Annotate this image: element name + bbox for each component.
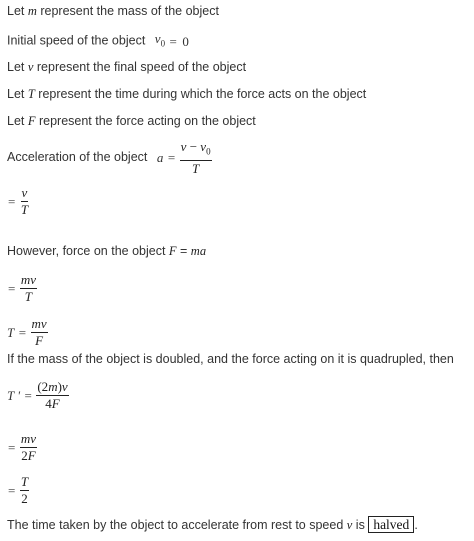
step-v-over-t: = $\frac{v}{T}$ [8,185,29,217]
step-mv-over-t: = $\frac{mv}{T}$ [8,272,36,304]
statement-final-speed: Let v represent the final speed of the object [7,60,247,74]
force-statement: However, force on the object F = ma [7,244,207,258]
step-mv-over-2f: = $\frac{mv}{2F}$ [8,431,36,463]
statement-force: Let F represent the force acting on the object [7,114,256,128]
statement-initial-speed: Initial speed of the object $v_0 = 0$ [7,31,189,49]
var-m: m [27,4,37,18]
step-t-over-2: = $\frac{T}{2}$ [8,474,29,506]
step-t-equals-mv-over-f: T = $\frac{mv}{F}$ [7,316,47,348]
doubled-statement: If the mass of the object is doubled, and the force acting on it is quadrupled, then [7,352,454,366]
acceleration-equation: Acceleration of the object a = $\frac{v - v_0}{T}$ [7,139,211,176]
statement-time: Let T represent the time during which the force acts on the object [7,87,367,101]
statement-mass: Let m represent the mass of the object [7,4,219,18]
accel-fraction: $\frac{v - v_0}{T}$ [180,139,211,176]
answer-box: halved [368,516,414,533]
conclusion: The time taken by the object to accelerate from rest to speed v is halved . [7,517,418,532]
step-t-prime: T ' = $\frac{(2m)v}{4F}$ [7,379,68,411]
